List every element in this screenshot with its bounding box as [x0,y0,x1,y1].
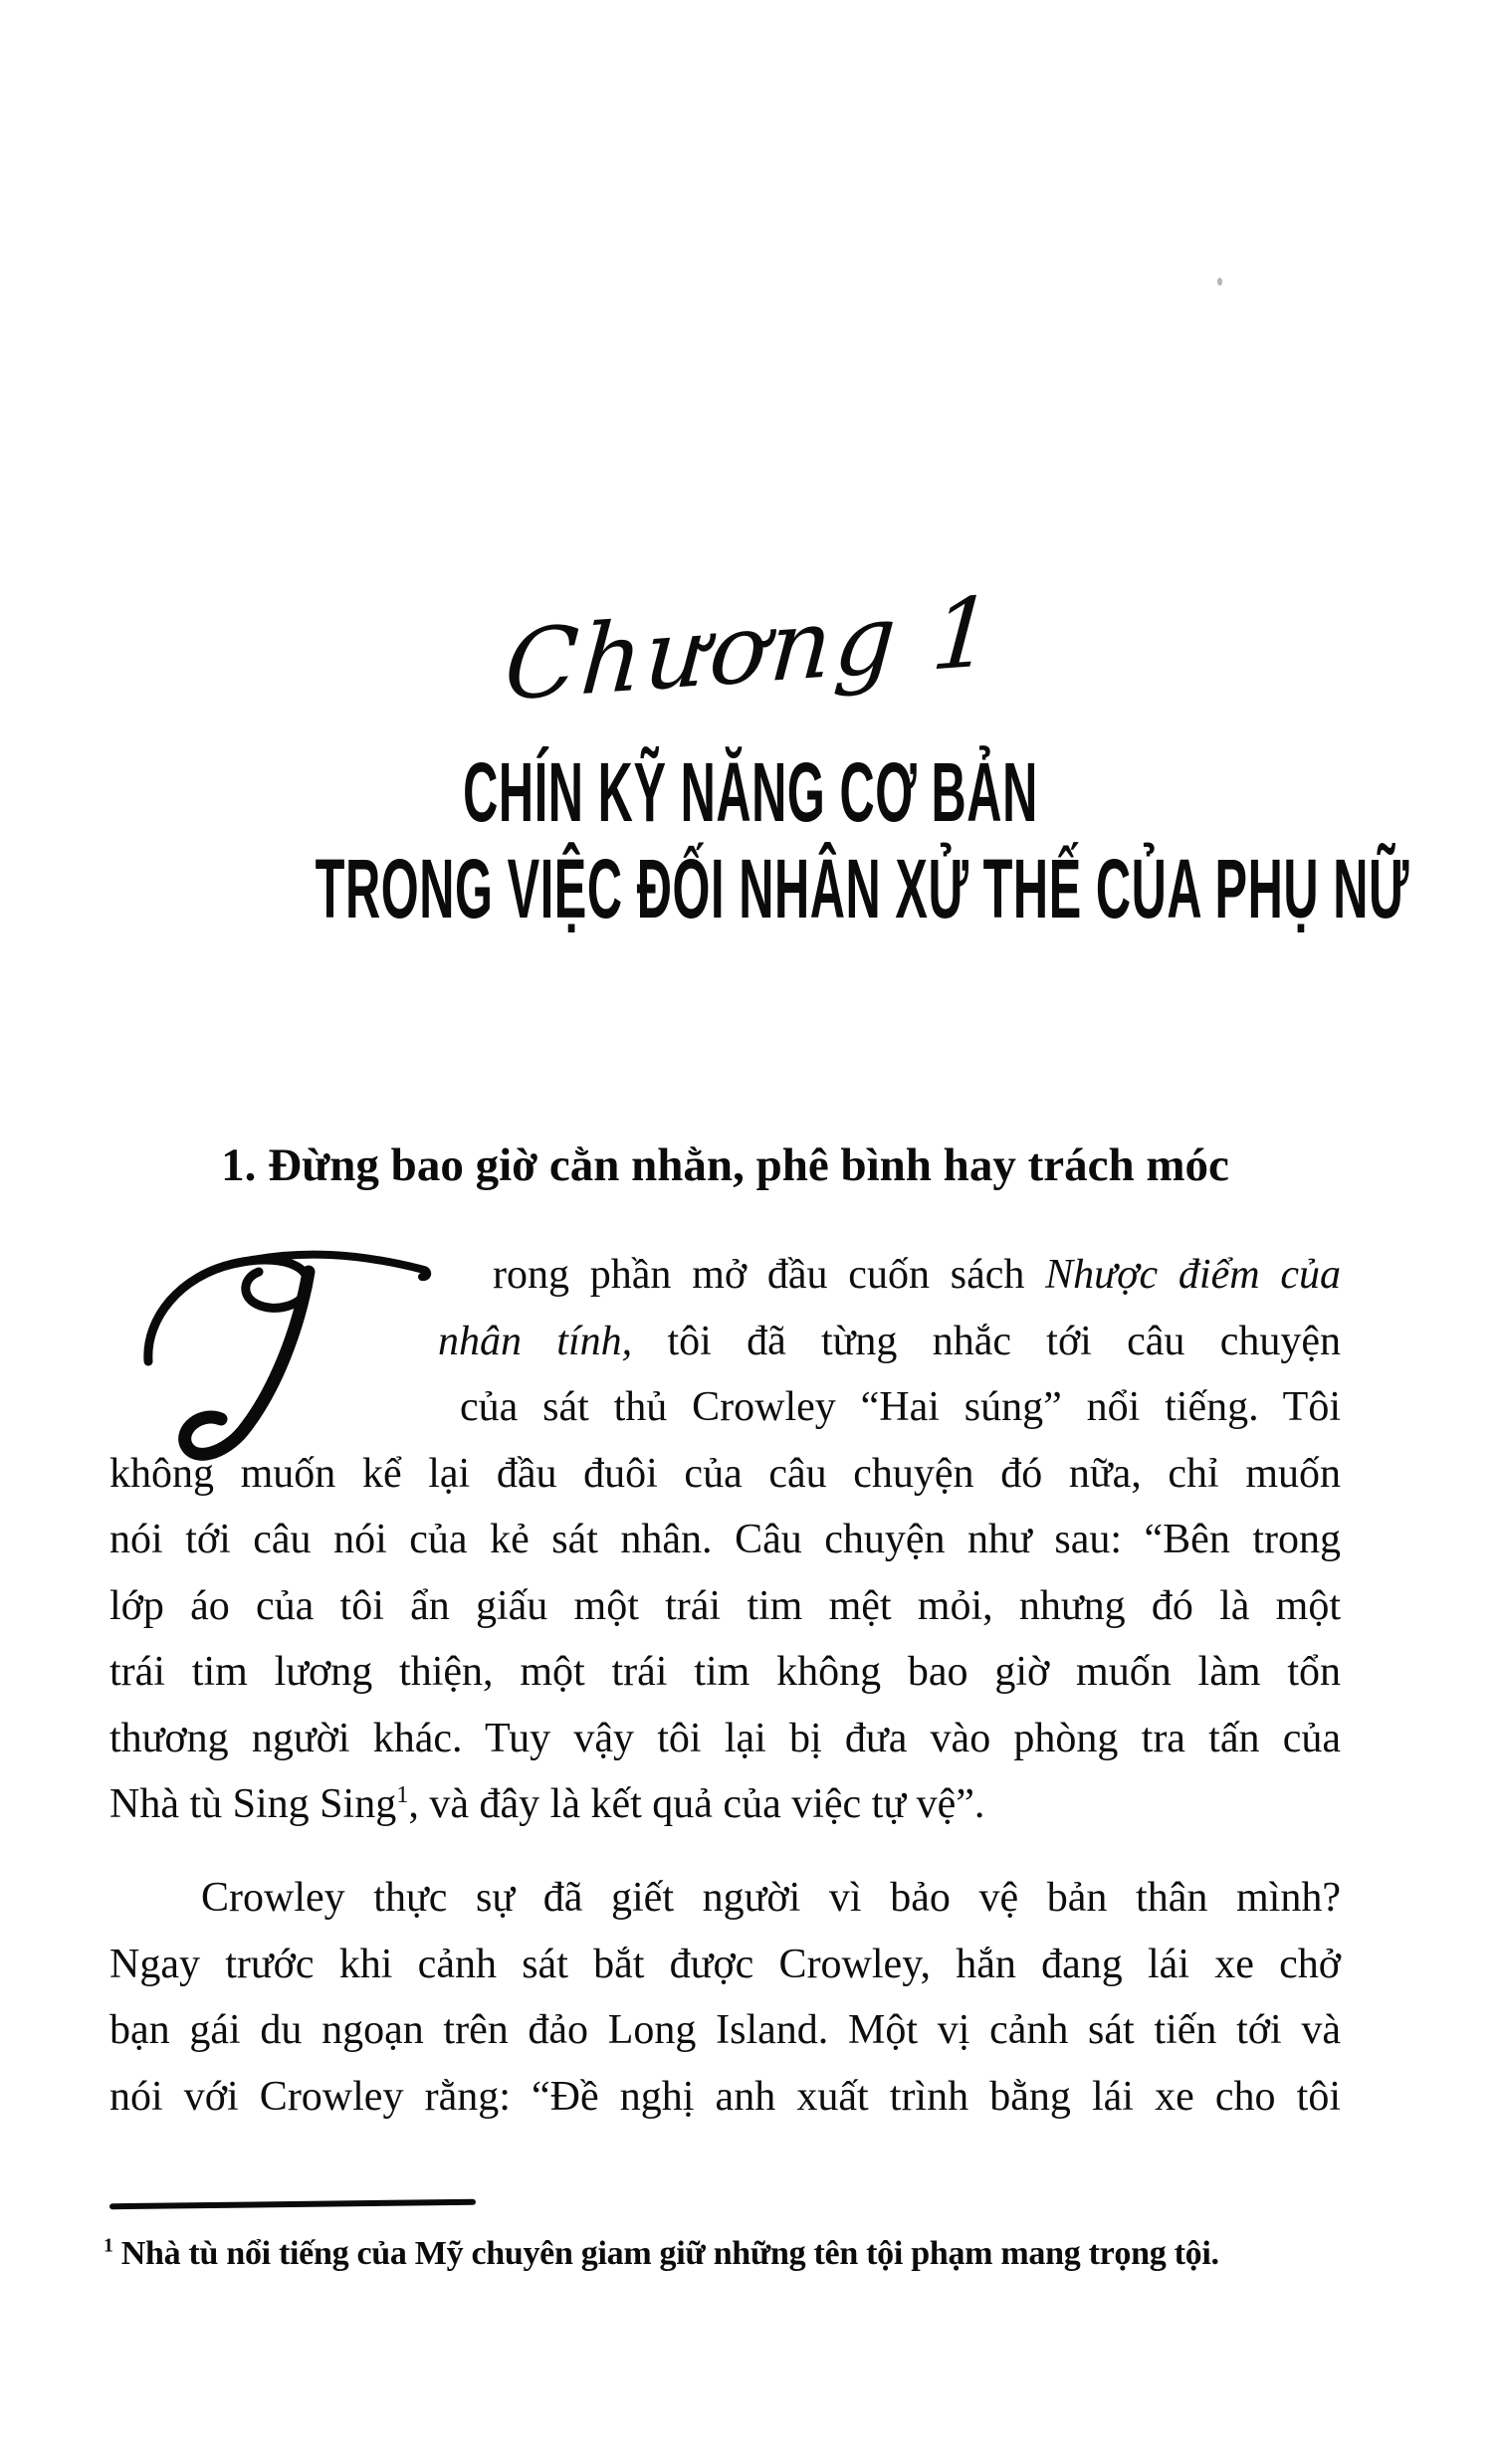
footnote-reference: 1 [396,1781,409,1808]
chapter-title [0,744,1501,937]
text-run: rong phần mở đầu cuốn sách [493,1252,1046,1298]
text-line: nói với Crowley rằng: “Đề nghị anh xuất trình bằng lái xe cho tôi [109,2073,1341,2120]
text-line: của sát thủ Crowley “Hai súng” nổi tiếng. Tôi [460,1384,1341,1430]
chapter-number-heading [0,575,1501,722]
chapter-title-line2: TRONG VIỆC ĐỐI NHÂN XỬ THẾ CỦA PHỤ NỮ [315,842,1409,935]
text-run: , và đây là kết quả của việc tự vệ”. [408,1781,985,1827]
footnote [104,2231,1378,2277]
text-run: tôi đã từng nhắc tới câu chuyện [667,1318,1342,1364]
scan-speck [1217,278,1222,286]
book-title-italic: Nhược điểm của [1045,1252,1341,1298]
text-line: nói tới câu nói của kẻ sát nhân. Câu chuyện như sau: “Bên trong [109,1517,1341,1562]
footnote-text: Nhà tù nổi tiếng của Mỹ chuyên giam giữ những tên tội phạm mang trọng tội. [120,2235,1219,2272]
chapter-number-text: Chương 1 [501,575,1000,722]
book-title-italic: nhân tính, [438,1318,668,1364]
text-line: lớp áo của tôi ẩn giấu một trái tim mệt mỏi, nhưng đó là một [109,1582,1341,1629]
text-line [109,1242,1341,1309]
paragraph-1 [109,1242,1341,1838]
section-heading: 1. Đừng bao giờ cằn nhằn, phê bình hay trách móc [221,1139,1229,1191]
text-line: trái tim lương thiện, một trái tim không bao giờ muốn làm tổn [109,1649,1341,1695]
footnote-marker: 1 [104,2234,113,2257]
text-line: Ngay trước khi cảnh sát bắt được Crowley, hắn đang lái xe chở [109,1941,1341,1987]
chapter-title-line1: CHÍN KỸ NĂNG CƠ BẢN [463,745,1038,839]
footnote-divider [109,2199,476,2209]
text-line: bạn gái du ngoạn trên đảo Long Island. Một vị cảnh sát tiến tới và [109,2007,1341,2053]
text-line: không muốn kể lại đầu đuôi của câu chuyện đó nữa, chỉ muốn [109,1450,1341,1497]
text-line [109,1309,1341,1375]
text-line [109,1771,1341,1838]
paragraph-2 [109,1865,1341,2130]
text-line: Crowley thực sự đã giết người vì bảo vệ bản thân mình? [201,1875,1341,1921]
text-line: thương người khác. Tuy vậy tôi lại bị đưa vào phòng tra tấn của [109,1715,1341,1761]
text-run: Nhà tù Sing Sing [109,1781,397,1827]
